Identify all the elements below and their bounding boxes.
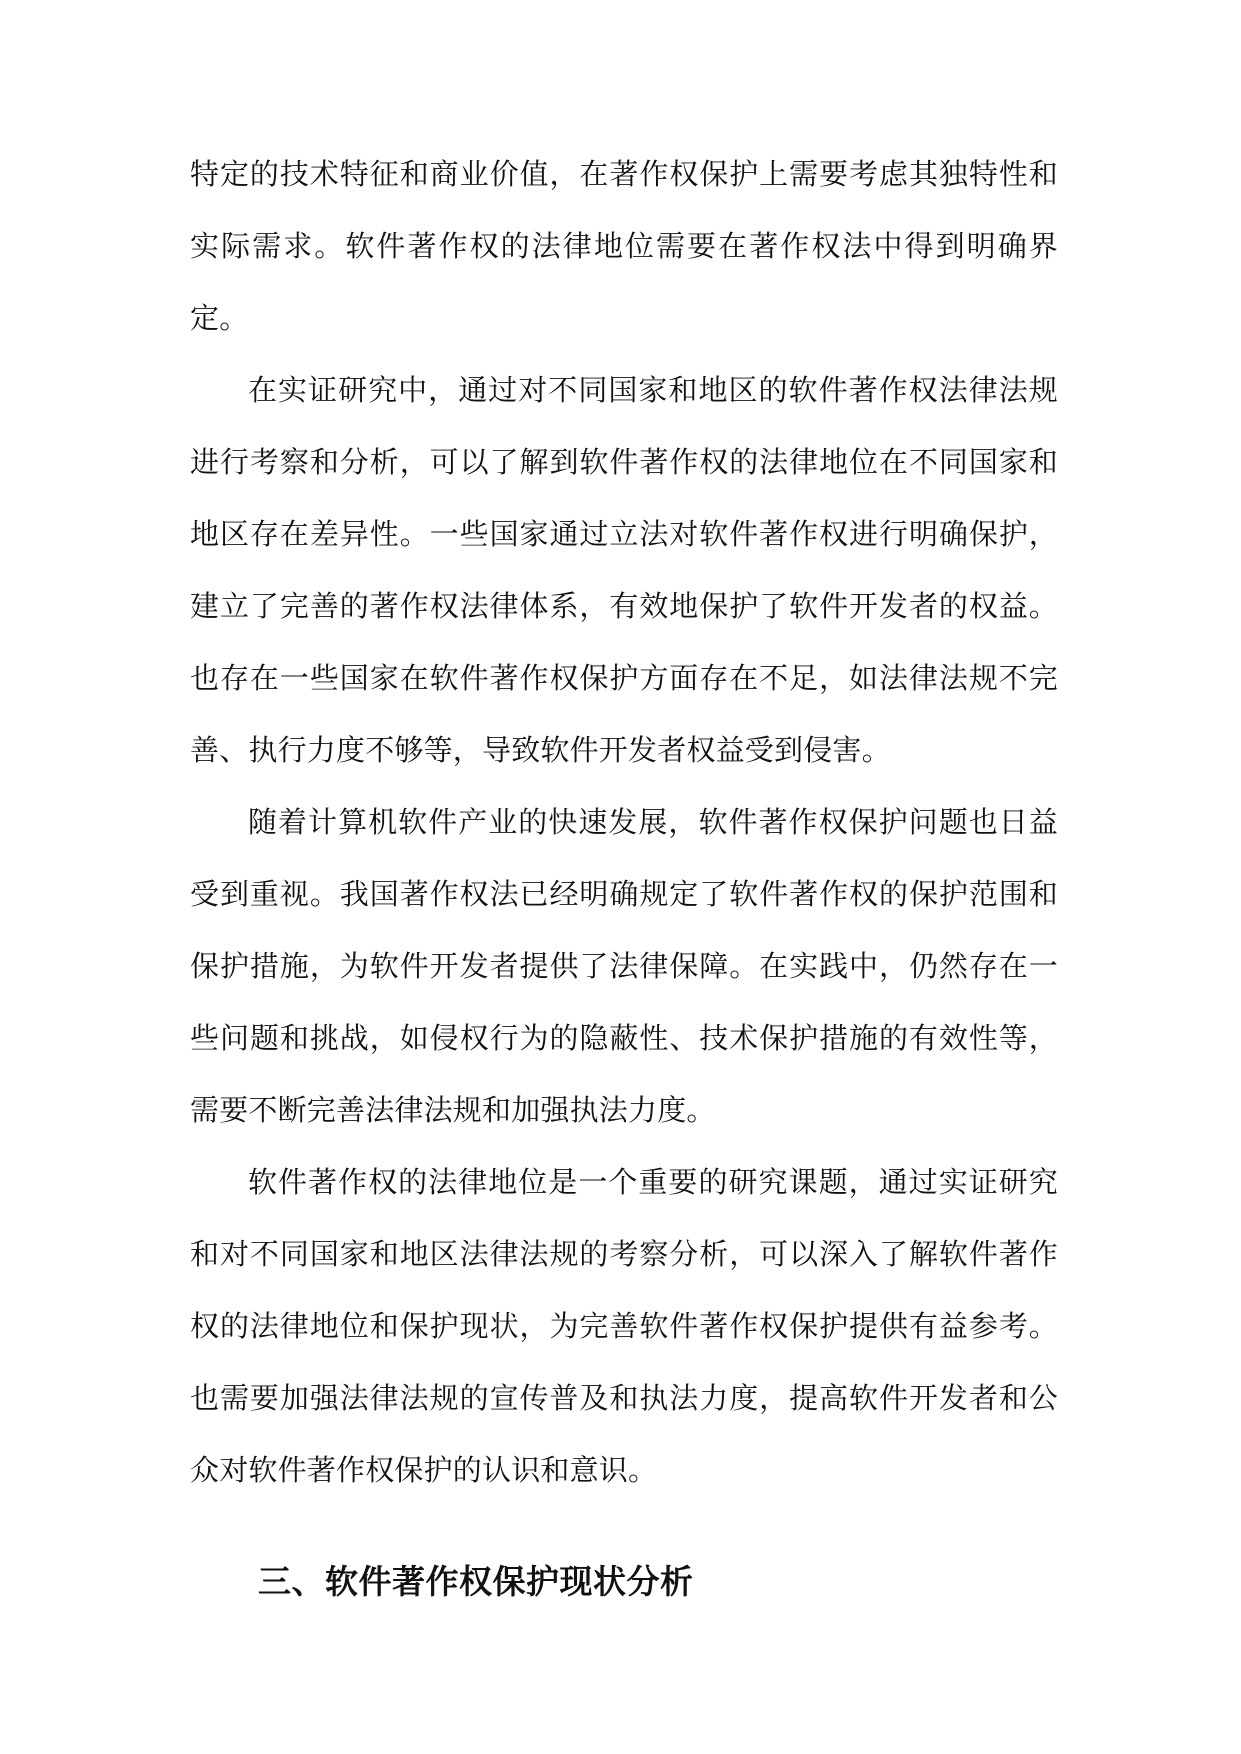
paragraph-conclusion: 软件著作权的法律地位是一个重要的研究课题，通过实证研究和对不同国家和地区法律法规的考察分析，可以深入了解软件著作权的法律地位和保护现状，为完善软件著作权保护提供有益参考。也需要加强法律法规的宣传普及和执法力度，提高软件开发者和公众对软件著作权保护的认识和意识。 <box>190 1165 1058 1487</box>
paragraph-empirical-research: 在实证研究中，通过对不同国家和地区的软件著作权法律法规进行考察和分析，可以了解到软件著作权的法律地位在不同国家和地区存在差异性。一些国家通过立法对软件著作权进行明确保护，建立了完善的著作权法律体系，有效地保护了软件开发者的权益。也存在一些国家在软件著作权保护方面存在不足，如法律法规不完善、执行力度不够等，导致软件开发者权益受到侵害。 <box>190 373 1058 767</box>
paragraph-continuation: 特定的技术特征和商业价值，在著作权保护上需要考虑其独特性和实际需求。软件著作权的法律地位需要在著作权法中得到明确界定。 <box>190 157 1058 335</box>
body-text <box>190 138 1058 1506</box>
section-heading: 三、软件著作权保护现状分析 <box>258 1562 694 1601</box>
paragraph-industry-development: 随着计算机软件产业的快速发展，软件著作权保护问题也日益受到重视。我国著作权法已经明确规定了软件著作权的保护范围和保护措施，为软件开发者提供了法律保障。在实践中，仍然存在一些问题和挑战，如侵权行为的隐蔽性、技术保护措施的有效性等，需要不断完善法律法规和加强执法力度。 <box>190 805 1058 1127</box>
